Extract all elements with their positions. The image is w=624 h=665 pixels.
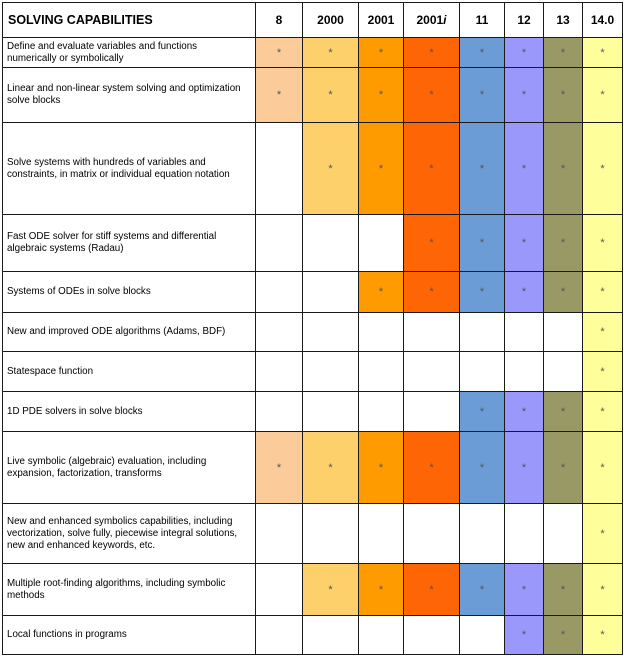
version-header-2000: 2000 [303, 3, 359, 38]
empty-cell [303, 352, 359, 392]
table-row [3, 392, 623, 432]
feature-label: Local functions in programs [3, 616, 256, 655]
version-header-13: 13 [544, 3, 583, 38]
support-cell-v14 [583, 313, 623, 352]
empty-cell [256, 123, 303, 215]
support-cell-v8 [256, 38, 303, 68]
feature-label: Live symbolic (algebraic) evaluation, including expansion, factorization, transforms [3, 432, 256, 504]
supported-marker: * [479, 583, 485, 596]
supported-marker: * [429, 286, 434, 298]
empty-cell [404, 313, 460, 352]
support-cell-v8 [256, 68, 303, 123]
table-row [3, 68, 623, 123]
supported-marker: * [521, 405, 527, 418]
supported-marker: * [600, 89, 605, 101]
supported-marker: * [560, 286, 566, 298]
supported-marker: * [600, 46, 605, 59]
support-cell-v14 [583, 68, 623, 123]
supported-marker: * [378, 46, 384, 59]
version-header-14: 14.0 [583, 3, 623, 38]
table-row [3, 432, 623, 504]
supported-marker: * [560, 583, 566, 596]
empty-cell [303, 272, 359, 313]
supported-marker: * [429, 162, 434, 175]
support-cell-v13 [544, 38, 583, 68]
support-cell-v2001i [404, 68, 460, 123]
supported-marker: * [429, 237, 434, 249]
supported-marker: * [600, 629, 605, 641]
feature-label: New and improved ODE algorithms (Adams, BDF) [3, 313, 256, 352]
support-cell-v13 [544, 272, 583, 313]
empty-cell [544, 352, 583, 392]
support-cell-v14 [583, 38, 623, 68]
feature-label: Solve systems with hundreds of variables and constraints, in matrix or individual equation notation [3, 123, 256, 215]
version-header-12: 12 [505, 3, 544, 38]
empty-cell [303, 616, 359, 655]
table-row [3, 313, 623, 352]
feature-label: Statespace function [3, 352, 256, 392]
supported-marker: * [479, 461, 485, 474]
supported-marker: * [600, 286, 605, 298]
support-cell-v2000 [303, 432, 359, 504]
support-cell-v12 [505, 616, 544, 655]
feature-label: Multiple root-finding algorithms, including symbolic methods [3, 564, 256, 616]
supported-marker: * [600, 583, 605, 596]
empty-cell [544, 313, 583, 352]
support-cell-v2001 [359, 123, 404, 215]
support-cell-v11 [460, 123, 505, 215]
table-title: SOLVING CAPABILITIES [3, 3, 256, 38]
table-row [3, 272, 623, 313]
supported-marker: * [521, 461, 527, 474]
version-header-2001i [404, 3, 460, 38]
capabilities-table [2, 2, 623, 655]
supported-marker: * [521, 89, 527, 101]
support-cell-v11 [460, 432, 505, 504]
supported-marker: * [328, 162, 333, 175]
supported-marker: * [378, 286, 384, 298]
support-cell-v13 [544, 123, 583, 215]
supported-marker: * [429, 89, 434, 101]
empty-cell [359, 616, 404, 655]
support-cell-v14 [583, 564, 623, 616]
table-row [3, 616, 623, 655]
supported-marker: * [521, 583, 527, 596]
supported-marker: * [560, 405, 566, 418]
header-row [3, 3, 623, 38]
support-cell-v13 [544, 616, 583, 655]
support-cell-v8 [256, 432, 303, 504]
supported-marker: * [378, 461, 384, 474]
empty-cell [359, 504, 404, 564]
supported-marker: * [600, 405, 605, 418]
support-cell-v2001i [404, 432, 460, 504]
empty-cell [256, 564, 303, 616]
supported-marker: * [276, 89, 282, 101]
version-header-2001i-label: 2001i [416, 13, 447, 27]
support-cell-v2000 [303, 564, 359, 616]
feature-label: Define and evaluate variables and functions numerically or symbolically [3, 38, 256, 68]
support-cell-v2000 [303, 68, 359, 123]
empty-cell [256, 313, 303, 352]
supported-marker: * [521, 237, 527, 249]
supported-marker: * [600, 326, 605, 338]
supported-marker: * [328, 583, 333, 596]
empty-cell [256, 272, 303, 313]
supported-marker: * [560, 237, 566, 249]
support-cell-v11 [460, 68, 505, 123]
empty-cell [460, 313, 505, 352]
support-cell-v2000 [303, 38, 359, 68]
supported-marker: * [560, 162, 566, 175]
support-cell-v2001i [404, 215, 460, 272]
feature-label: New and enhanced symbolics capabilities, including vectorization, solve fully, piecewise integral solutions, new and enhanced keywords, etc. [3, 504, 256, 564]
support-cell-v14 [583, 272, 623, 313]
support-cell-v12 [505, 392, 544, 432]
supported-marker: * [378, 89, 384, 101]
empty-cell [404, 504, 460, 564]
supported-marker: * [521, 286, 527, 298]
support-cell-v14 [583, 352, 623, 392]
empty-cell [460, 616, 505, 655]
support-cell-v2001 [359, 432, 404, 504]
supported-marker: * [600, 527, 605, 540]
feature-label: Linear and non-linear system solving and optimization solve blocks [3, 68, 256, 123]
support-cell-v11 [460, 564, 505, 616]
supported-marker: * [328, 89, 333, 101]
supported-marker: * [600, 461, 605, 474]
support-cell-v2000 [303, 123, 359, 215]
table-row [3, 352, 623, 392]
empty-cell [359, 313, 404, 352]
support-cell-v13 [544, 392, 583, 432]
support-cell-v11 [460, 392, 505, 432]
table-body [3, 38, 623, 655]
supported-marker: * [600, 237, 605, 249]
table-row [3, 123, 623, 215]
supported-marker: * [560, 629, 566, 641]
supported-marker: * [276, 46, 282, 59]
supported-marker: * [479, 405, 485, 418]
feature-label: Systems of ODEs in solve blocks [3, 272, 256, 313]
empty-cell [460, 504, 505, 564]
support-cell-v2001i [404, 564, 460, 616]
table-row [3, 564, 623, 616]
table-row [3, 504, 623, 564]
empty-cell [256, 616, 303, 655]
support-cell-v14 [583, 432, 623, 504]
support-cell-v12 [505, 215, 544, 272]
table-row [3, 215, 623, 272]
supported-marker: * [560, 461, 566, 474]
supported-marker: * [328, 461, 333, 474]
support-cell-v13 [544, 564, 583, 616]
supported-marker: * [328, 46, 333, 59]
supported-marker: * [429, 461, 434, 474]
version-header-8: 8 [256, 3, 303, 38]
supported-marker: * [276, 461, 282, 474]
support-cell-v2001 [359, 68, 404, 123]
empty-cell [256, 504, 303, 564]
empty-cell [505, 352, 544, 392]
supported-marker: * [429, 46, 434, 59]
table-row [3, 38, 623, 68]
supported-marker: * [378, 583, 384, 596]
supported-marker: * [521, 46, 527, 59]
supported-marker: * [560, 46, 566, 59]
empty-cell [404, 616, 460, 655]
support-cell-v2001 [359, 38, 404, 68]
support-cell-v13 [544, 432, 583, 504]
support-cell-v2001i [404, 38, 460, 68]
empty-cell [505, 504, 544, 564]
feature-label: Fast ODE solver for stiff systems and differential algebraic systems (Radau) [3, 215, 256, 272]
empty-cell [303, 504, 359, 564]
support-cell-v2001 [359, 564, 404, 616]
supported-marker: * [521, 162, 527, 175]
supported-marker: * [479, 89, 485, 101]
support-cell-v13 [544, 215, 583, 272]
version-header-2001: 2001 [359, 3, 404, 38]
supported-marker: * [600, 162, 605, 175]
support-cell-v11 [460, 272, 505, 313]
support-cell-v12 [505, 123, 544, 215]
support-cell-v12 [505, 68, 544, 123]
support-cell-v2001i [404, 123, 460, 215]
supported-marker: * [378, 162, 384, 175]
supported-marker: * [521, 629, 527, 641]
supported-marker: * [479, 162, 485, 175]
supported-marker: * [479, 46, 485, 59]
empty-cell [303, 392, 359, 432]
support-cell-v12 [505, 272, 544, 313]
empty-cell [404, 392, 460, 432]
empty-cell [359, 215, 404, 272]
support-cell-v11 [460, 215, 505, 272]
support-cell-v14 [583, 392, 623, 432]
empty-cell [303, 313, 359, 352]
supported-marker: * [560, 89, 566, 101]
feature-label: 1D PDE solvers in solve blocks [3, 392, 256, 432]
support-cell-v2001i [404, 272, 460, 313]
support-cell-v2001 [359, 272, 404, 313]
empty-cell [303, 215, 359, 272]
empty-cell [359, 392, 404, 432]
support-cell-v12 [505, 564, 544, 616]
supported-marker: * [479, 237, 485, 249]
support-cell-v13 [544, 68, 583, 123]
support-cell-v11 [460, 38, 505, 68]
supported-marker: * [479, 286, 485, 298]
support-cell-v12 [505, 38, 544, 68]
empty-cell [256, 215, 303, 272]
empty-cell [256, 352, 303, 392]
empty-cell [505, 313, 544, 352]
support-cell-v14 [583, 215, 623, 272]
supported-marker: * [429, 583, 434, 596]
empty-cell [256, 392, 303, 432]
version-header-11: 11 [460, 3, 505, 38]
support-cell-v14 [583, 123, 623, 215]
support-cell-v12 [505, 432, 544, 504]
empty-cell [544, 504, 583, 564]
empty-cell [404, 352, 460, 392]
empty-cell [359, 352, 404, 392]
support-cell-v14 [583, 504, 623, 564]
supported-marker: * [600, 365, 605, 378]
support-cell-v14 [583, 616, 623, 655]
empty-cell [460, 352, 505, 392]
